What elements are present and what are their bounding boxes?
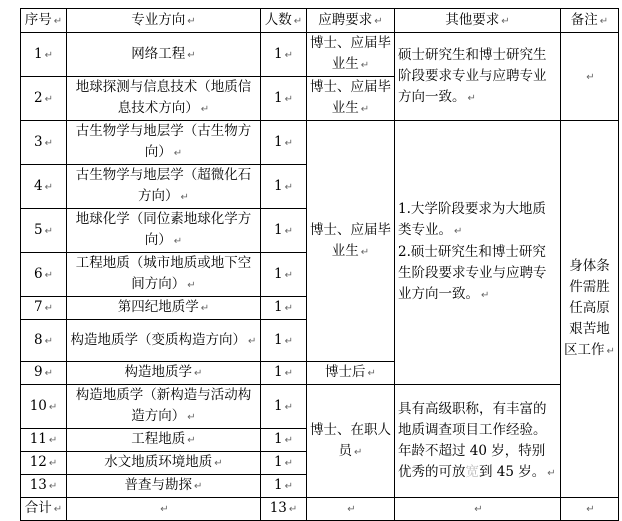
header-requirement: 应聘要求 ↵ bbox=[307, 9, 395, 33]
row-count: 1 ↵ bbox=[261, 253, 307, 297]
row-major: 古生物学与地层学（古生物方向） ↵ bbox=[67, 121, 261, 165]
row-count: 1 ↵ bbox=[261, 475, 307, 498]
row-requirement: 博士、应届毕业生 ↵ bbox=[307, 121, 395, 362]
recruitment-table bbox=[20, 8, 619, 521]
table-row bbox=[21, 385, 619, 429]
header-no: 序号 ↵ bbox=[21, 9, 67, 33]
total-requirement-empty: ↵ bbox=[307, 498, 395, 521]
total-major-empty: ↵ bbox=[67, 498, 261, 521]
table-row bbox=[21, 33, 619, 77]
notes-cell: ↵ bbox=[561, 33, 619, 121]
row-major: 第四纪地质学 ↵ bbox=[67, 297, 261, 320]
row-major: 工程地质 ↵ bbox=[67, 429, 261, 452]
row-major: 构造地质学（变质构造方向） ↵ bbox=[67, 320, 261, 362]
row-no: 7 ↵ bbox=[21, 297, 67, 320]
row-no: 1 ↵ bbox=[21, 33, 67, 77]
row-count: 1 ↵ bbox=[261, 77, 307, 121]
row-count: 1 ↵ bbox=[261, 320, 307, 362]
other-requirement: 1.大学阶段要求为大地质类专业。 ↵ 2.硕士研究生和博士研究生阶段要求专业与应聘专业方向一致。 ↵ bbox=[395, 121, 561, 385]
row-requirement: 博士、应届毕业生 ↵ bbox=[307, 33, 395, 77]
total-row bbox=[21, 498, 619, 521]
row-no: 4 ↵ bbox=[21, 165, 67, 209]
row-major: 工程地质（城市地质或地下空间方向） ↵ bbox=[67, 253, 261, 297]
header-count: 人数 ↵ bbox=[261, 9, 307, 33]
row-no: 6 ↵ bbox=[21, 253, 67, 297]
row-count: 1 ↵ bbox=[261, 165, 307, 209]
row-no: 12 ↵ bbox=[21, 452, 67, 475]
row-major: 普查与勘探 ↵ bbox=[67, 475, 261, 498]
row-count: 1 ↵ bbox=[261, 33, 307, 77]
total-count: 13 ↵ bbox=[261, 498, 307, 521]
row-requirement: 博士、应届毕业生 ↵ bbox=[307, 77, 395, 121]
row-count: 1 ↵ bbox=[261, 362, 307, 385]
row-major: 构造地质学 ↵ bbox=[67, 362, 261, 385]
row-no: 3 ↵ bbox=[21, 121, 67, 165]
row-requirement: 博士后 ↵ bbox=[307, 362, 395, 385]
header-row bbox=[21, 9, 619, 33]
row-count: 1 ↵ bbox=[261, 452, 307, 475]
row-major: 地球化学（同位素地球化学方向） ↵ bbox=[67, 209, 261, 253]
row-no: 2 ↵ bbox=[21, 77, 67, 121]
row-requirement: 博士、在职人员 ↵ bbox=[307, 385, 395, 498]
row-no: 10 ↵ bbox=[21, 385, 67, 429]
row-count: 1 ↵ bbox=[261, 121, 307, 165]
other-requirement: 具有高级职称，有丰富的地质调查项目工作经验。年龄不超过 40 岁，特别优秀的可放宽到 45 岁。 ↵ bbox=[395, 385, 561, 498]
row-no: 11 ↵ bbox=[21, 429, 67, 452]
row-no: 5 ↵ bbox=[21, 209, 67, 253]
row-count: 1 ↵ bbox=[261, 429, 307, 452]
row-major: 构造地质学（新构造与活动构造方向） ↵ bbox=[67, 385, 261, 429]
row-count: 1 ↵ bbox=[261, 297, 307, 320]
row-major: 水文地质环境地质 ↵ bbox=[67, 452, 261, 475]
total-notes-empty: ↵ bbox=[561, 498, 619, 521]
row-no: 8 ↵ bbox=[21, 320, 67, 362]
header-other: 其他要求 ↵ bbox=[395, 9, 561, 33]
notes-cell: 身体条件需胜任高原艰苦地区工作 ↵ bbox=[561, 121, 619, 498]
other-requirement: 硕士研究生和博士研究生阶段要求专业与应聘专业方向一致。 ↵ bbox=[395, 33, 561, 121]
row-count: 1 ↵ bbox=[261, 209, 307, 253]
row-major: 网络工程 ↵ bbox=[67, 33, 261, 77]
row-no: 13 ↵ bbox=[21, 475, 67, 498]
row-major: 地球探测与信息技术（地质信息技术方向） ↵ bbox=[67, 77, 261, 121]
header-major: 专业方向 ↵ bbox=[67, 9, 261, 33]
row-major: 古生物学与地层学（超微化石方向） ↵ bbox=[67, 165, 261, 209]
total-label: 合计 ↵ bbox=[21, 498, 67, 521]
row-no: 9 ↵ bbox=[21, 362, 67, 385]
header-notes: 备注 ↵ bbox=[561, 9, 619, 33]
total-other-empty: ↵ bbox=[395, 498, 561, 521]
table-row bbox=[21, 121, 619, 165]
row-count: 1 ↵ bbox=[261, 385, 307, 429]
